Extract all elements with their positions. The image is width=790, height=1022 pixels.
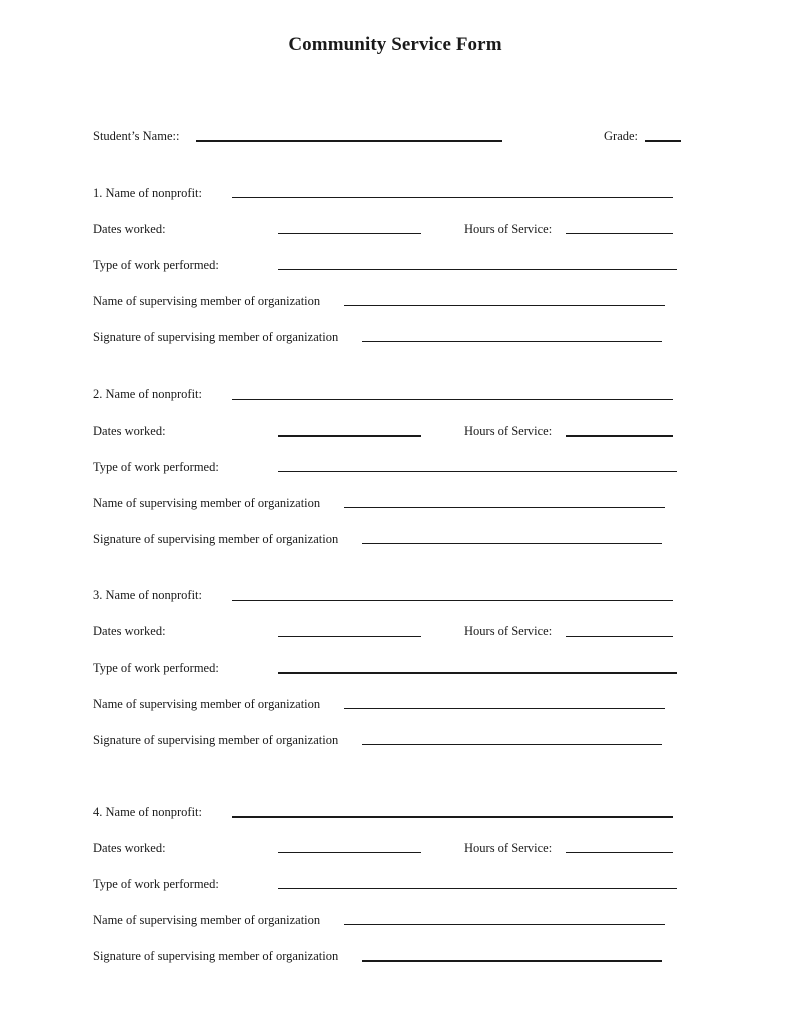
dates-worked-field[interactable]: [278, 852, 421, 853]
service-entry-3: [0, 588, 790, 758]
dates-worked-field[interactable]: [278, 636, 421, 637]
type-of-work-field[interactable]: [278, 888, 677, 889]
hours-of-service-field[interactable]: [566, 852, 673, 853]
supervisor-signature-field[interactable]: [362, 543, 662, 544]
nonprofit-label: 1. Name of nonprofit:: [93, 186, 203, 200]
hours-of-service-label: Hours of Service:: [464, 424, 553, 438]
student-name-field[interactable]: [196, 140, 502, 142]
dates-worked-label: Dates worked:: [93, 222, 166, 236]
nonprofit-label: 2. Name of nonprofit:: [93, 387, 203, 401]
type-of-work-label: Type of work performed:: [93, 460, 219, 474]
supervisor-name-field[interactable]: [344, 924, 665, 925]
nonprofit-field[interactable]: [232, 197, 673, 198]
hours-of-service-label: Hours of Service:: [464, 222, 553, 236]
type-of-work-field[interactable]: [278, 269, 677, 270]
supervisor-signature-label: Signature of supervising member of organization: [93, 330, 339, 344]
service-entry-4: [0, 805, 790, 975]
type-of-work-label: Type of work performed:: [93, 877, 219, 891]
nonprofit-field[interactable]: [232, 600, 673, 601]
dates-worked-label: Dates worked:: [93, 424, 166, 438]
supervisor-name-label: Name of supervising member of organization: [93, 697, 321, 711]
supervisor-signature-label: Signature of supervising member of organization: [93, 532, 339, 546]
supervisor-name-field[interactable]: [344, 507, 665, 508]
supervisor-name-field[interactable]: [344, 305, 665, 306]
dates-worked-field[interactable]: [278, 233, 421, 234]
dates-worked-label: Dates worked:: [93, 624, 166, 638]
hours-of-service-label: Hours of Service:: [464, 841, 553, 855]
supervisor-signature-field[interactable]: [362, 960, 662, 962]
dates-worked-label: Dates worked:: [93, 841, 166, 855]
supervisor-signature-field[interactable]: [362, 341, 662, 342]
service-entry-2: [0, 387, 790, 557]
supervisor-name-field[interactable]: [344, 708, 665, 709]
nonprofit-label: 4. Name of nonprofit:: [93, 805, 203, 819]
supervisor-name-label: Name of supervising member of organization: [93, 913, 321, 927]
supervisor-name-label: Name of supervising member of organization: [93, 496, 321, 510]
nonprofit-field[interactable]: [232, 399, 673, 400]
grade-label: Grade:: [604, 129, 639, 143]
nonprofit-label: 3. Name of nonprofit:: [93, 588, 203, 602]
supervisor-signature-field[interactable]: [362, 744, 662, 745]
hours-of-service-field[interactable]: [566, 435, 673, 437]
type-of-work-field[interactable]: [278, 471, 677, 472]
type-of-work-label: Type of work performed:: [93, 258, 219, 272]
type-of-work-label: Type of work performed:: [93, 661, 219, 675]
hours-of-service-label: Hours of Service:: [464, 624, 553, 638]
page-title: Community Service Form: [288, 34, 502, 55]
student-name-label: Student’s Name::: [93, 129, 180, 143]
grade-field[interactable]: [645, 140, 681, 142]
dates-worked-field[interactable]: [278, 435, 421, 437]
supervisor-signature-label: Signature of supervising member of organization: [93, 949, 339, 963]
hours-of-service-field[interactable]: [566, 233, 673, 234]
service-entry-1: [0, 186, 790, 356]
hours-of-service-field[interactable]: [566, 636, 673, 637]
type-of-work-field[interactable]: [278, 672, 677, 674]
supervisor-signature-label: Signature of supervising member of organization: [93, 733, 339, 747]
nonprofit-field[interactable]: [232, 816, 673, 818]
supervisor-name-label: Name of supervising member of organization: [93, 294, 321, 308]
